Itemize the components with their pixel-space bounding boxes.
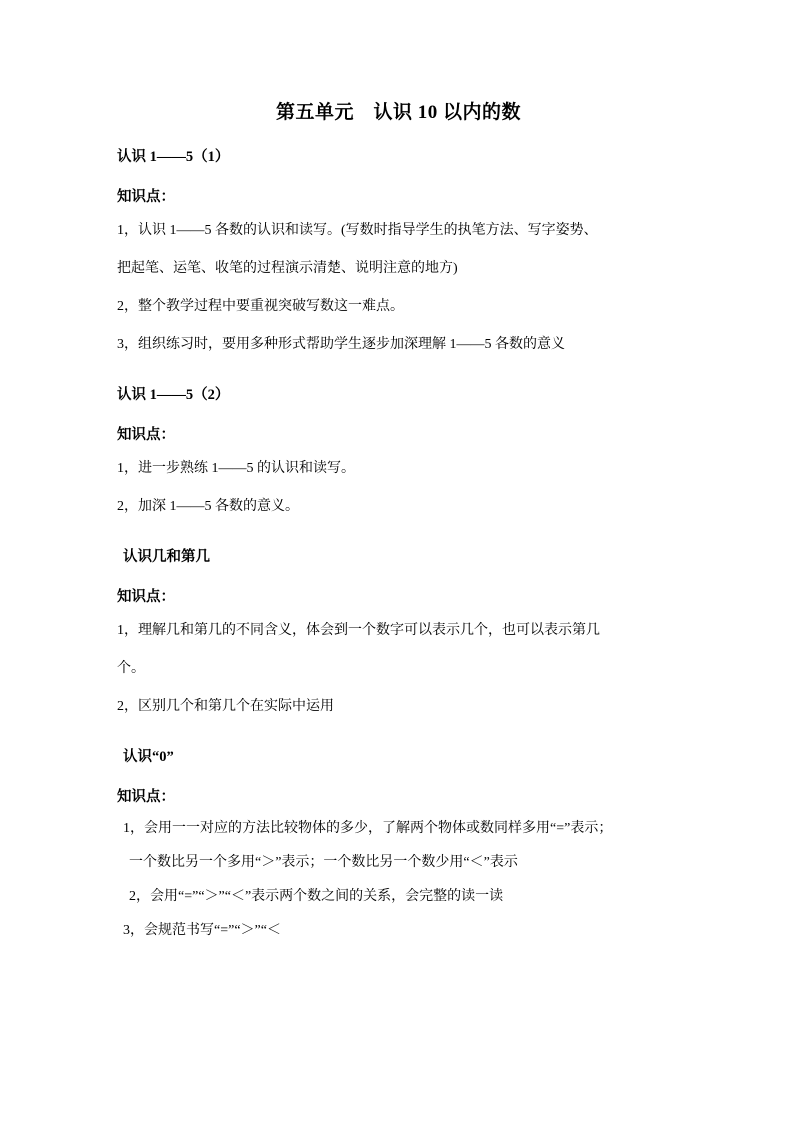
section-block-4 bbox=[117, 726, 680, 948]
section-2-line-1: 1，进一步熟练 1——5 的认识和读写。 bbox=[117, 461, 355, 476]
section-4-line-3: 2，会用“=”“＞”“＜”表示两个数之间的关系，会完整的读一读 bbox=[129, 889, 504, 904]
section-1-line-2: 把起笔、运笔、收笔的过程演示清楚、说明注意的地方) bbox=[117, 261, 458, 276]
section-heading-2: 认识 1——5（2） bbox=[117, 387, 230, 403]
page-title: 第五单元 认识 10 以内的数 bbox=[275, 102, 521, 123]
section-subheading-3: 知识点： bbox=[117, 589, 175, 605]
section-4-line-2: 一个数比另一个多用“＞”表示；一个数比另一个数少用“＜”表示 bbox=[129, 855, 518, 870]
section-heading-1: 认识 1——5（1） bbox=[117, 149, 230, 165]
section-heading-3: 认识几和第几 bbox=[123, 549, 210, 565]
section-3-line-1: 1，理解几和第几的不同含义，体会到一个数字可以表示几个，也可以表示第几 bbox=[117, 623, 600, 638]
section-block-2 bbox=[117, 364, 680, 526]
section-3-line-3: 2，区别几个和第几个在实际中运用 bbox=[117, 699, 334, 714]
section-block-1 bbox=[117, 126, 680, 364]
section-subheading-1: 知识点： bbox=[117, 189, 175, 205]
section-4-line-4: 3，会规范书写“=”“＞”“＜ bbox=[123, 923, 281, 938]
section-4-line-1: 1，会用一一对应的方法比较物体的多少，了解两个物体或数同样多用“=”表示； bbox=[123, 821, 613, 836]
section-subheading-2: 知识点： bbox=[117, 427, 175, 443]
section-heading-4: 认识“0” bbox=[123, 749, 174, 765]
section-3-line-2: 个。 bbox=[117, 661, 145, 676]
section-1-line-1: 1，认识 1——5 各数的认识和读写。(写数时指导学生的执笔方法、写字姿势、 bbox=[117, 223, 598, 238]
section-subheading-4: 知识点： bbox=[117, 789, 175, 805]
section-block-3 bbox=[117, 526, 680, 726]
section-2-line-2: 2，加深 1——5 各数的意义。 bbox=[117, 499, 299, 514]
section-1-line-3: 2，整个教学过程中要重视突破写数这一难点。 bbox=[117, 299, 404, 314]
section-1-line-4: 3，组织练习时，要用多种形式帮助学生逐步加深理解 1——5 各数的意义 bbox=[117, 337, 565, 352]
